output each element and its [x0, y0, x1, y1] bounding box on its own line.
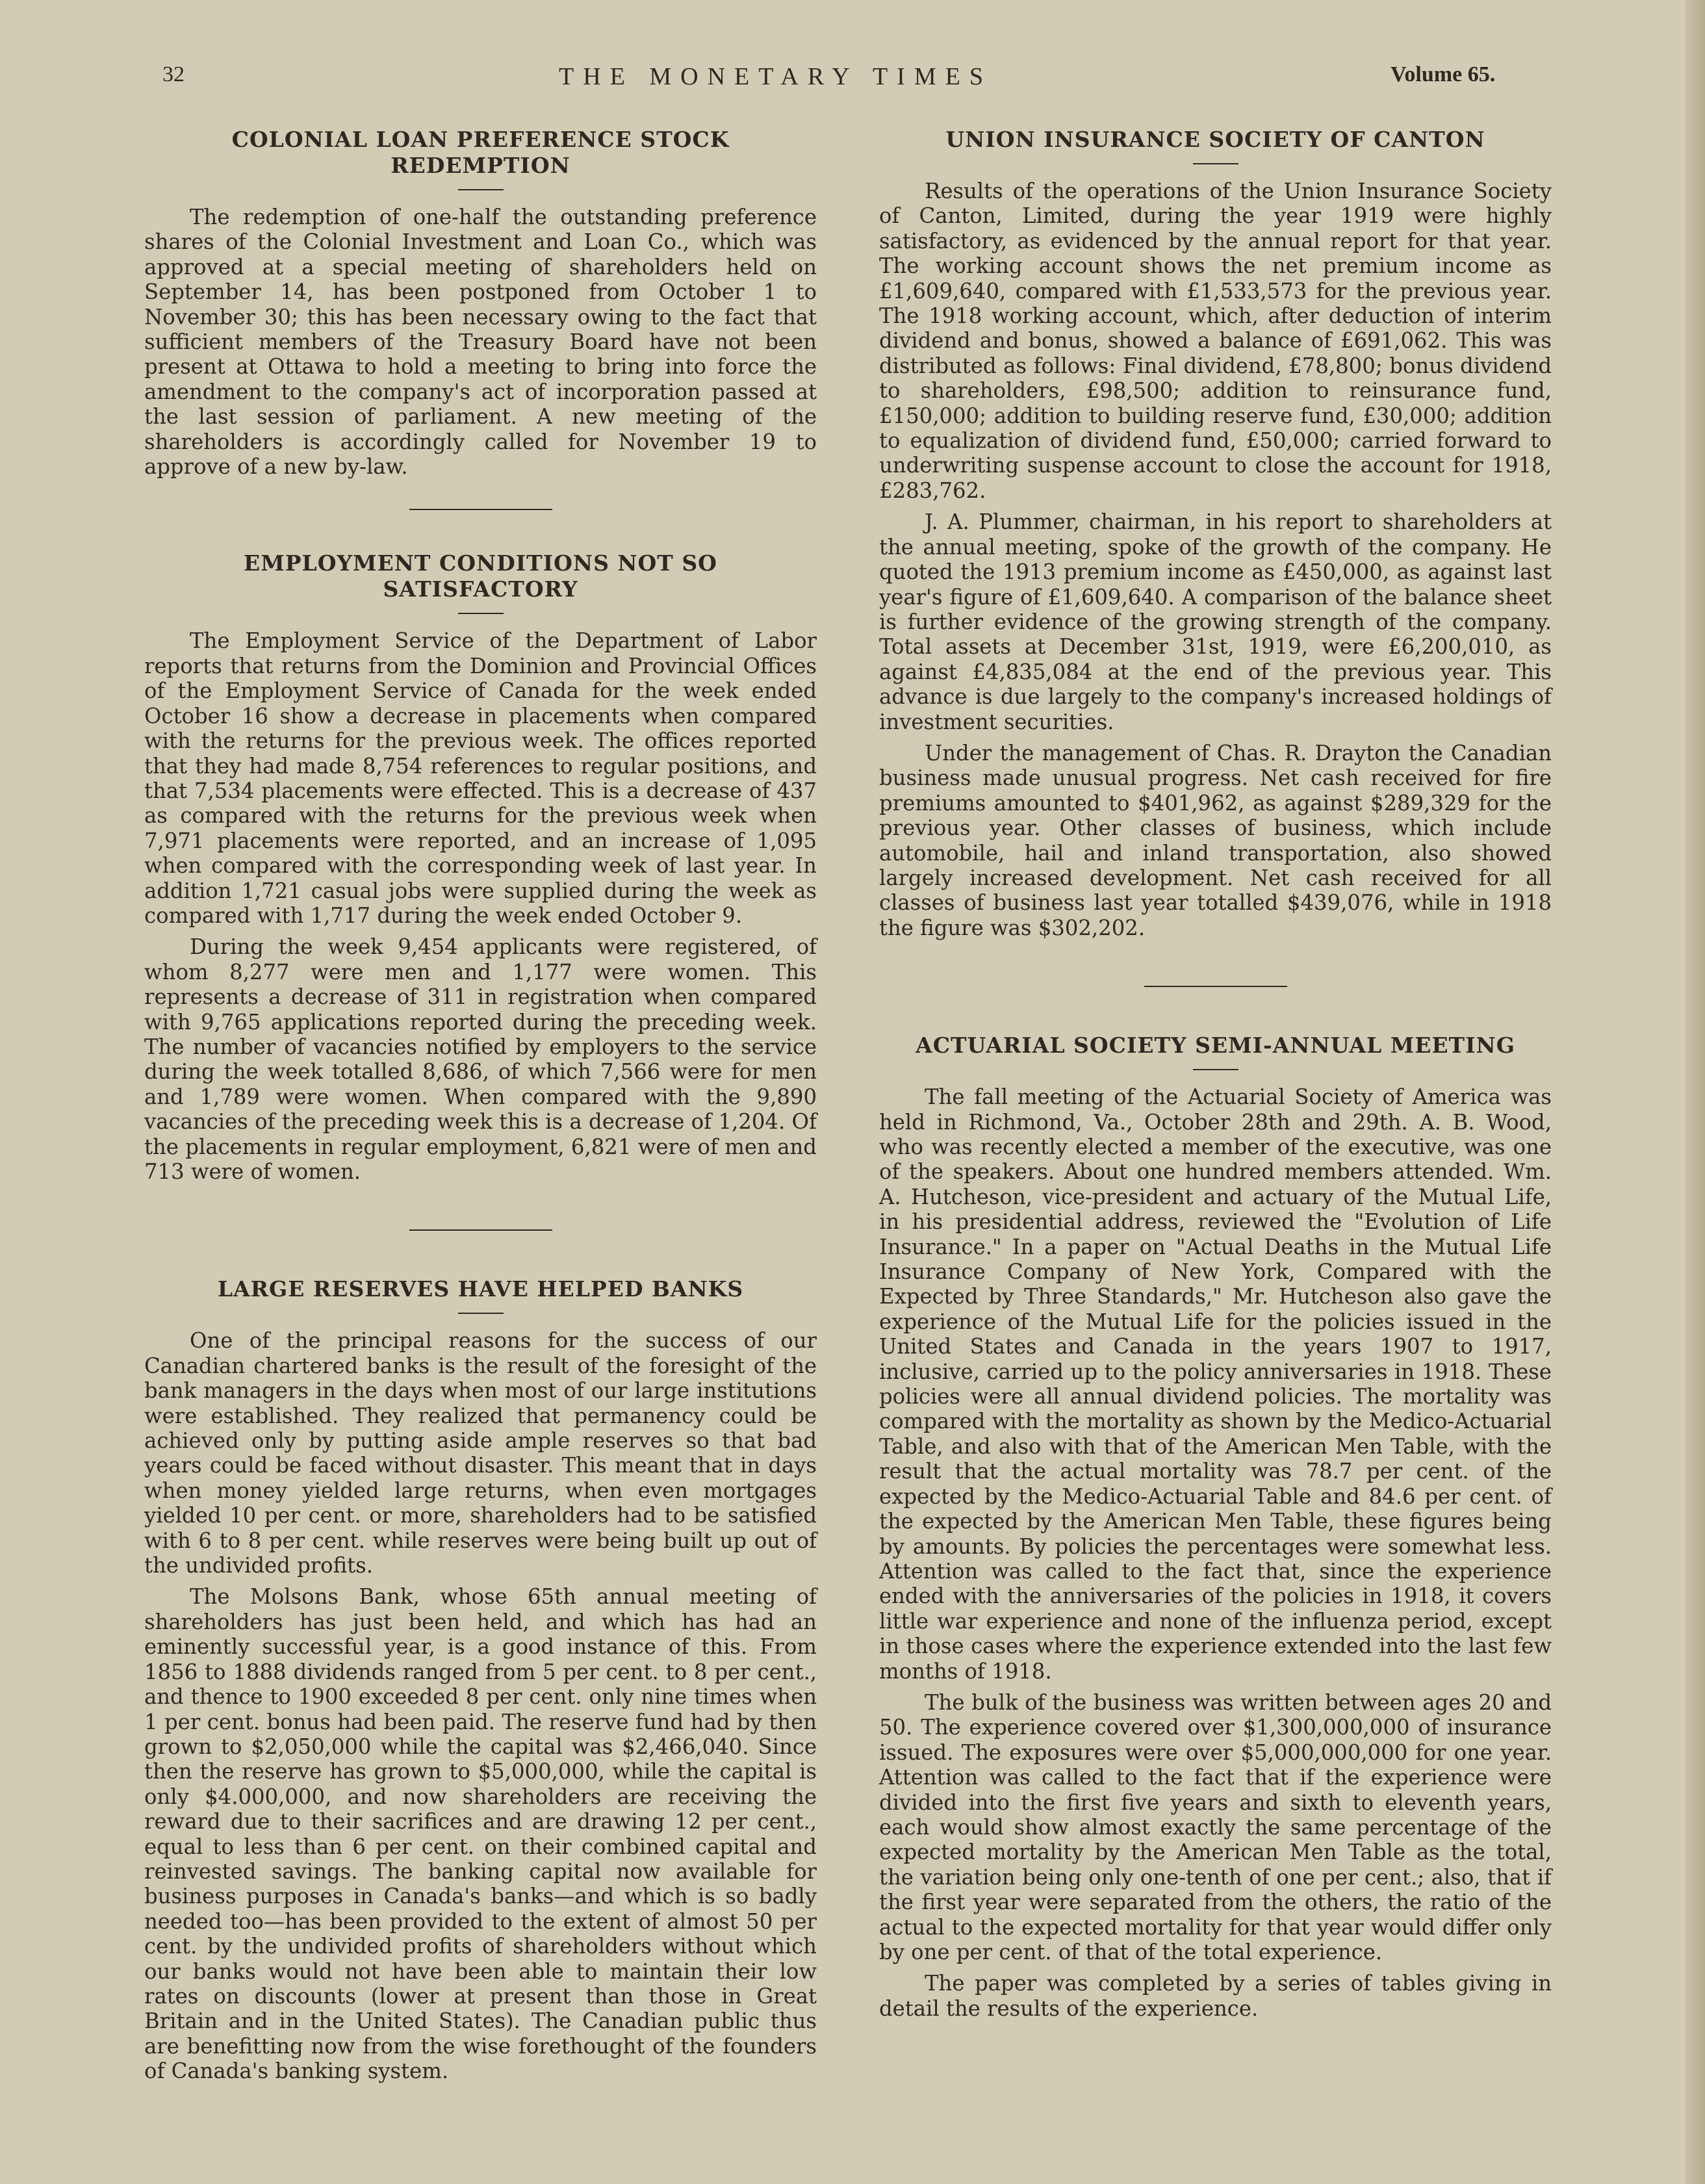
title-rule — [1193, 1069, 1238, 1070]
article-employment-conditions — [144, 550, 817, 1184]
paragraph: The bulk of the business was written between ages 20 and 50. The experience covered over $1,300,000,000 of insurance issued. The exposures were over $5,000,000,000 for one year. Attention was called to the fact that if the experience were divided into the first five years and sixth to eleventh years, each would show almost exactly the same percentage of the expected mortality by the American Men Table as the total, the variation being only one-tenth of one per cent.; also, that if the first year were separated from the others, the ratio of the actual to the expected mortality for that year would differ only by one per cent. of that of the total experience. — [879, 1689, 1552, 1964]
paragraph: One of the principal reasons for the success of our Canadian chartered banks is the result of the foresight of the bank managers in the days when most of our large institutions were established. They realized that permanency could be achieved only by putting aside ample reserves so that bad years could be faced without disaster. This meant that in days when money yielded large returns, when even mortgages yielded 10 per cent. or more, shareholders had to be satisfied with 6 to 8 per cent. while reserves were being built up out of the undivided profits. — [144, 1328, 817, 1578]
article-union-insurance — [879, 127, 1552, 940]
article-colonial-loan — [144, 127, 817, 479]
paragraph: The Employment Service of the Department of Labor reports that returns from the Dominion and Provincial Offices of the Employment Service of Canada for the week ended October 16 show a decrease in placements when compared with the returns for the previous week. The offices reported that they had made 8,754 references to regular positions, and that 7,534 placements were effected. This is a decrease of 437 as compared with the returns for the previous week when 7,971 placements were reported, and an increase of 1,095 when compared with the corresponding week of last year. In addition 1,721 casual jobs were supplied during the week as compared with 1,717 during the week ended October 9. — [144, 628, 817, 928]
paragraph: J. A. Plummer, chairman, in his report to shareholders at the annual meeting, spoke of the growth of the company. He quoted the 1913 premium income as £450,000, as against last year's figure of £1,609,640. A comparison of the balance sheet is further evidence of the growing strength of the company. Total assets at December 31st, 1919, were £6,200,010, as against £4,835,084 at the end of the previous year. This advance is due largely to the company's increased holdings of investment securities. — [879, 509, 1552, 734]
volume-label: Volume 65. — [1391, 62, 1496, 86]
paragraph: The Molsons Bank, whose 65th annual meeting of shareholders has just been held, and which has had an eminently successful year, is a good instance of this. From 1856 to 1888 dividends ranged from 5 per cent. to 8 per cent., and thence to 1900 exceeded 8 per cent. only nine times when 1 per cent. bonus had been paid. The reserve fund had by then grown to $2,050,000 while the capital was $2,466,040. Since then the reserve has grown to $5,000,000, while the capital is only $4.000,000, and now shareholders are receiving the reward due to their sacrifices and are drawing 12 per cent., equal to less than 6 per cent. on their combined capital and reinvested savings. The banking capital now available for business purposes in Canada's banks—and which is so badly needed too—has been provided to the extent of almost 50 per cent. by the undivided profits of shareholders without which our banks would not have been able to maintain their low rates on discounts (lower at present than those in Great Britain and in the United States). The Canadian public thus are benefitting now from the wise forethought of the founders of Canada's banking system. — [144, 1584, 817, 2084]
page-edge — [1686, 0, 1705, 2184]
left-column — [144, 127, 817, 2090]
article-title: LARGE RESERVES HAVE HELPED BANKS — [217, 1276, 744, 1302]
paragraph: The fall meeting of the Actuarial Society of America was held in Richmond, Va., October 28th and 29th. A. B. Wood, who was recently elected a member of the executive, was one of the speakers. About one hundred members attended. Wm. A. Hutcheson, vice-president and actuary of the Mutual Life, in his presidential address, reviewed the "Evolution of Life Insurance." In a paper on "Actual Deaths in the Mutual Life Insurance Company of New York, Compared with the Expected by Three Standards," Mr. Hutcheson also gave the experience of the Mutual Life for the policies issued in the United States and Canada in the years 1907 to 1917, inclusive, carried up to the policy anniversaries in 1918. These policies were all annual dividend policies. The mortality was compared with the mortality as shown by the Medico-Actuarial Table, and also with that of the American Men Table, with the result that the actual mortality was 78.7 per cent. of the expected by the Medico-Actuarial Table and 84.6 per cent. of the expected by the American Men Table, these figures being by amounts. By policies the percentages were somewhat less. Attention was called to the fact that, since the experience ended with the anniversaries of the policies in 1918, it covers little war experience and none of the influenza period, except in those cases where the experience extended into the last few months of 1918. — [879, 1085, 1552, 1684]
paragraph: The redemption of one-half the outstanding preference shares of the Colonial Investment and Loan Co., which was approved at a special meeting of shareholders held on September 14, has been postponed from October 1 to November 30; this has been necessary owing to the fact that sufficient members of the Treasury Board have not been present at Ottawa to hold a meeting to bring into force the amendment to the company's act of incorporation passed at the last session of parliament. A new meeting of the shareholders is accordingly called for November 19 to approve of a new by-law. — [144, 205, 817, 480]
page-number: 32 — [162, 62, 185, 86]
article-title: UNION INSURANCE SOCIETY OF CANTON — [945, 127, 1485, 152]
paragraph: Results of the operations of the Union Insurance Society of Canton, Limited, during the year 1919 were highly satisfactory, as evidenced by the annual report for that year. The working account shows the net premium income as £1,609,640, compared with £1,533,573 for the previous year. The 1918 working account, which, after deduction of interim dividend and bonus, showed a balance of £691,062. This was distributed as follows: Final dividend, £78,800; bonus dividend to shareholders, £98,500; addition to reinsurance fund, £150,000; addition to building reserve fund, £30,000; addition to equalization of dividend fund, £50,000; carried forward to underwriting suspense account to close the account for 1918, £283,762. — [879, 179, 1552, 503]
title-rule — [458, 189, 504, 190]
title-rule — [458, 613, 504, 614]
article-title: COLONIAL LOAN PREFERENCE STOCK REDEMPTION — [231, 127, 730, 178]
article-large-reserves — [144, 1276, 817, 2083]
article-title: EMPLOYMENT CONDITIONS NOT SO SATISFACTORY — [244, 550, 717, 602]
article-title: ACTUARIAL SOCIETY SEMI-ANNUAL MEETING — [916, 1033, 1515, 1059]
journal-title: THE MONETARY TIMES — [559, 63, 992, 90]
article-actuarial-society — [879, 1033, 1552, 2021]
right-column — [879, 127, 1552, 2027]
title-rule — [1193, 163, 1238, 164]
paragraph: During the week 9,454 applicants were registered, of whom 8,277 were men and 1,177 were women. This represents a decrease of 311 in registration when compared with 9,765 applications reported during the preceding week. The number of vacancies notified by employers to the service during the week totalled 8,686, of which 7,566 were for men and 1,789 were women. When compared with the 9,890 vacancies of the preceding week this is a decrease of 1,204. Of the placements in regular employment, 6,821 were of men and 713 were of women. — [144, 934, 817, 1184]
title-rule — [458, 1313, 504, 1314]
paragraph: Under the management of Chas. R. Drayton the Canadian business made unusual progress. Net cash received for fire premiums amounted to $401,962, as against $289,329 for the previous year. Other classes of business, which include automobile, hail and inland transportation, also showed largely increased development. Net cash received for all classes of business last year totalled $439,076, while in 1918 the figure was $302,202. — [879, 740, 1552, 940]
paragraph: The paper was completed by a series of tables giving in detail the results of the experience. — [879, 1971, 1552, 2021]
page-header — [0, 62, 1705, 101]
